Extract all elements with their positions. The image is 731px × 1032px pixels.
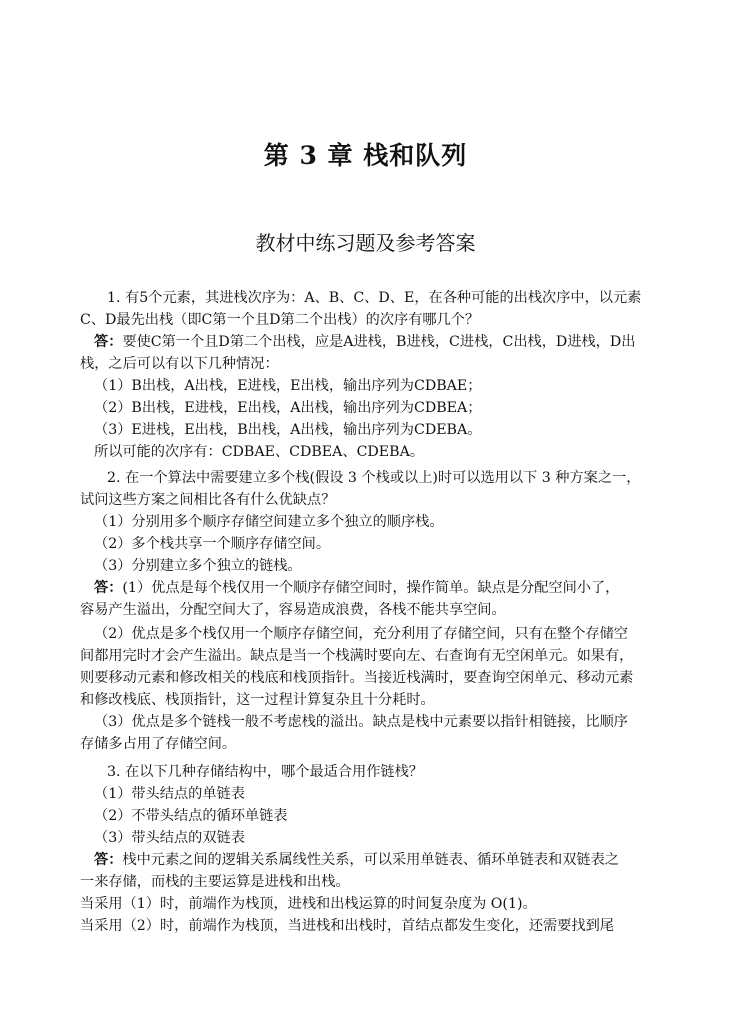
q1-answer-line-1: 答：要使C第一个且D第二个出栈，应是A进栈，B进栈，C进栈，C出栈，D进栈，D出	[94, 334, 636, 350]
q3-option-2: （2）不带头结点的循环单链表	[94, 808, 288, 824]
q3-line-1: 3. 在以下几种存储结构中，哪个最适合用作链栈？	[107, 764, 423, 780]
q2-line-1: 2. 在一个算法中需要建立多个栈(假设 3 个栈或以上)时可以选用以下 3 种方案之一，	[107, 470, 641, 486]
q3-answer-line-3: 当采用（1）时，前端作为栈顶，进栈和出栈运算的时间复杂度为 O(1)。	[80, 896, 537, 912]
q2-answer-line-1: 答：(1）优点是每个栈仅用一个顺序存储空间时，操作简单。缺点是分配空间小了，	[94, 580, 620, 596]
q2-option-1: （1）分别用多个顺序存储空间建立多个独立的顺序栈。	[94, 514, 444, 530]
q3-answer-line-1: 答：栈中元素之间的逻辑关系属线性关系，可以采用单链表、循环单链表和双链表之	[94, 852, 619, 868]
q2-option-3: （3）分别建立多个独立的链栈。	[94, 558, 302, 574]
q1-line-1: 1. 有5个元素，其进栈次序为：A、B、C、D、E，在各种可能的出栈次序中，以元素	[107, 290, 642, 306]
q2-line-2: 试问这些方案之间相比各有什么优缺点？	[80, 492, 336, 508]
q2-answer-line-8: 存储多占用了存储空间。	[80, 736, 237, 752]
q2-answer-line-2: 容易产生溢出，分配空间大了，容易造成浪费，各栈不能共享空间。	[80, 602, 506, 618]
q2-answer-line-5: 则要移动元素和修改相关的栈底和栈顶指针。当接近栈满时，要查询空闲单元、移动元素	[80, 670, 634, 686]
q1-line-2: C、D最先出栈（即C第一个且D第二个出栈）的次序有哪几个？	[80, 312, 480, 328]
chapter-title: 第 3 章 栈和队列	[263, 141, 468, 170]
answer-label: 答：	[94, 580, 123, 596]
q2-answer-line-4: 间都用完时才会产生溢出。缺点是当一个栈满时要向左、右查询有无空闲单元。如果有，	[80, 648, 634, 664]
q2-answer-line-3: （2）优点是多个栈仅用一个顺序存储空间，充分利用了存储空间，只有在整个存储空	[94, 626, 628, 642]
answer-label: 答：	[94, 852, 123, 868]
q2-answer-line-6: 和修改栈底、栈顶指针，这一过程计算复杂且十分耗时。	[80, 692, 435, 708]
section-title: 教材中练习题及参考答案	[255, 231, 476, 255]
q1-case-1: （1）B出栈，A出栈，E进栈，E出栈，输出序列为CDBAE；	[94, 378, 482, 394]
q3-answer-line-4: 当采用（2）时，前端作为栈顶，当进栈和出栈时，首结点都发生变化，还需要找到尾	[80, 918, 614, 934]
q2-option-2: （2）多个栈共享一个顺序存储空间。	[94, 536, 331, 552]
q3-option-3: （3）带头结点的双链表	[94, 830, 245, 846]
q1-summary: 所以可能的次序有：CDBAE、CDBEA、CDEBA。	[94, 444, 425, 460]
answer-label: 答：	[94, 334, 123, 350]
q3-option-1: （1）带头结点的单链表	[94, 786, 245, 802]
q1-answer-line-2: 栈，之后可以有以下几种情况：	[80, 356, 279, 372]
q2-answer-line-7: （3）优点是多个链栈一般不考虑栈的溢出。缺点是栈中元素要以指针相链接，比顺序	[94, 714, 628, 730]
q3-answer-line-2: 一来存储，而栈的主要运算是进栈和出栈。	[80, 874, 350, 890]
q1-case-3: （3）E进栈，E出栈，B出栈，A出栈，输出序列为CDEBA。	[94, 422, 482, 438]
q1-case-2: （2）B出栈，E进栈，E出栈，A出栈，输出序列为CDBEA；	[94, 400, 482, 416]
